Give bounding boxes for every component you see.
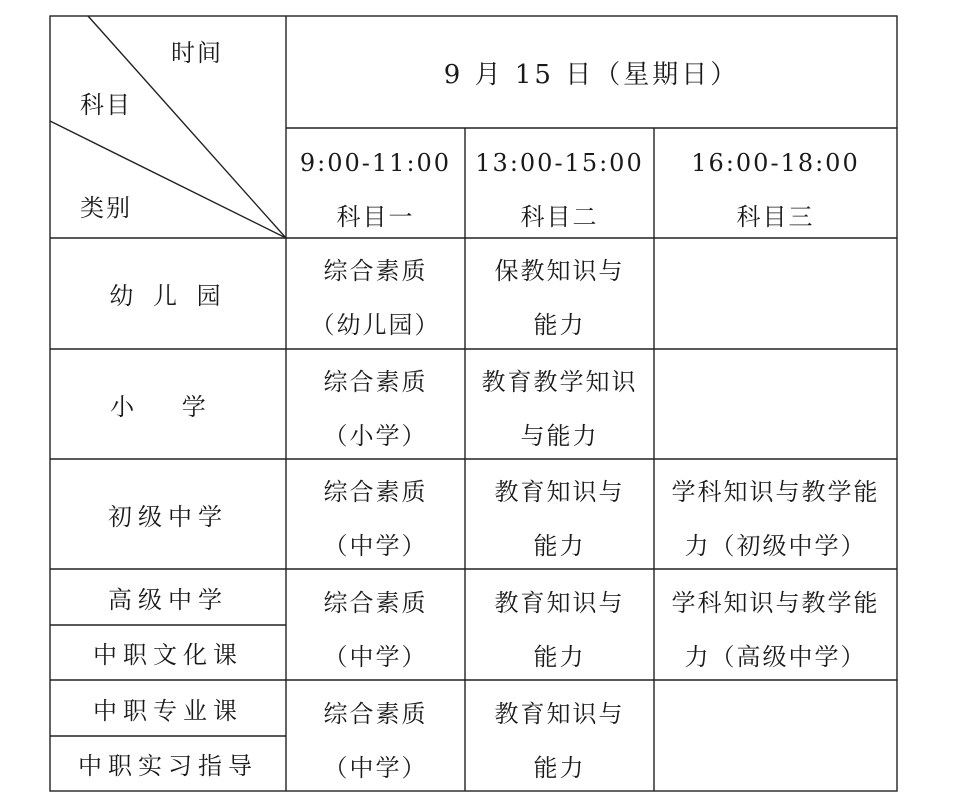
row-4-subject-1	[286, 576, 465, 680]
cell-line: 保教知识与	[494, 257, 625, 285]
category-vocational-culture	[50, 625, 286, 680]
date-label: 9 月 15 日（星期日）	[443, 59, 740, 90]
row-3-subject-1	[286, 465, 465, 569]
cell-line: 综合素质	[323, 257, 428, 285]
category-junior-middle	[50, 459, 286, 569]
cell-line: （中学）	[323, 532, 428, 560]
cell-line: （中学）	[323, 754, 428, 782]
session-subject: 科目三	[736, 203, 815, 231]
cell-line: 力（初级中学）	[684, 532, 867, 560]
cell-line: 综合素质	[323, 368, 428, 396]
category-vocational-professional	[50, 680, 286, 736]
row-5-subject-2	[465, 687, 654, 791]
category-label: 小 学	[110, 392, 226, 421]
session-header-1	[286, 136, 465, 238]
session-subject: 科目一	[336, 203, 415, 231]
row-1-subject-2	[465, 244, 654, 349]
category-kindergarten	[50, 238, 286, 349]
date-header	[286, 16, 897, 128]
row-2-subject-1	[286, 355, 465, 459]
row-4-subject-2	[465, 576, 654, 680]
cell-line: （小学）	[323, 422, 428, 450]
cell-line: 综合素质	[323, 478, 428, 506]
category-label: 高级中学	[108, 585, 228, 614]
category-label: 初级中学	[108, 502, 228, 531]
category-senior-high	[50, 569, 286, 625]
session-header-2	[465, 136, 654, 238]
cell-line: 学科知识与教学能	[671, 478, 880, 506]
cell-line: 能力	[533, 532, 586, 560]
category-vocational-internship	[50, 736, 286, 791]
cell-line: 教育知识与	[494, 589, 625, 617]
cell-line: 教育知识与	[494, 478, 625, 506]
category-label: 中职实习指导	[78, 752, 258, 780]
session-time: 13:00-15:00	[475, 149, 644, 177]
cell-line: 教育知识与	[494, 700, 625, 728]
session-header-3	[654, 136, 897, 238]
row-4-subject-3	[654, 576, 897, 680]
row-2-subject-2	[465, 355, 654, 459]
cell-line: 与能力	[520, 422, 599, 450]
cell-line: （幼儿园）	[310, 311, 441, 339]
corner-subject-label: 科目	[80, 91, 132, 119]
session-time: 9:00-11:00	[299, 149, 452, 177]
category-primary	[50, 349, 286, 459]
row-5-subject-1	[286, 687, 465, 791]
cell-line: （中学）	[323, 643, 428, 671]
category-label: 中职专业课	[93, 696, 243, 725]
corner-time-label: 时间	[171, 39, 223, 67]
cell-line: 综合素质	[323, 589, 428, 617]
cell-line: 能力	[533, 754, 586, 782]
category-label: 幼 儿 园	[109, 282, 227, 310]
cell-line: 教育教学知识	[481, 368, 638, 396]
row-3-subject-3	[654, 465, 897, 569]
row-1-subject-1	[286, 244, 465, 349]
cell-line: 学科知识与教学能	[671, 589, 880, 617]
category-label: 中职文化课	[93, 641, 243, 669]
cell-line: 能力	[533, 311, 586, 339]
cell-line: 综合素质	[323, 700, 428, 728]
cell-line: 能力	[533, 643, 586, 671]
row-3-subject-2	[465, 465, 654, 569]
session-time: 16:00-18:00	[691, 149, 860, 177]
session-subject: 科目二	[520, 203, 599, 231]
cell-line: 力（高级中学）	[684, 643, 867, 671]
corner-category-label: 类别	[80, 194, 132, 222]
